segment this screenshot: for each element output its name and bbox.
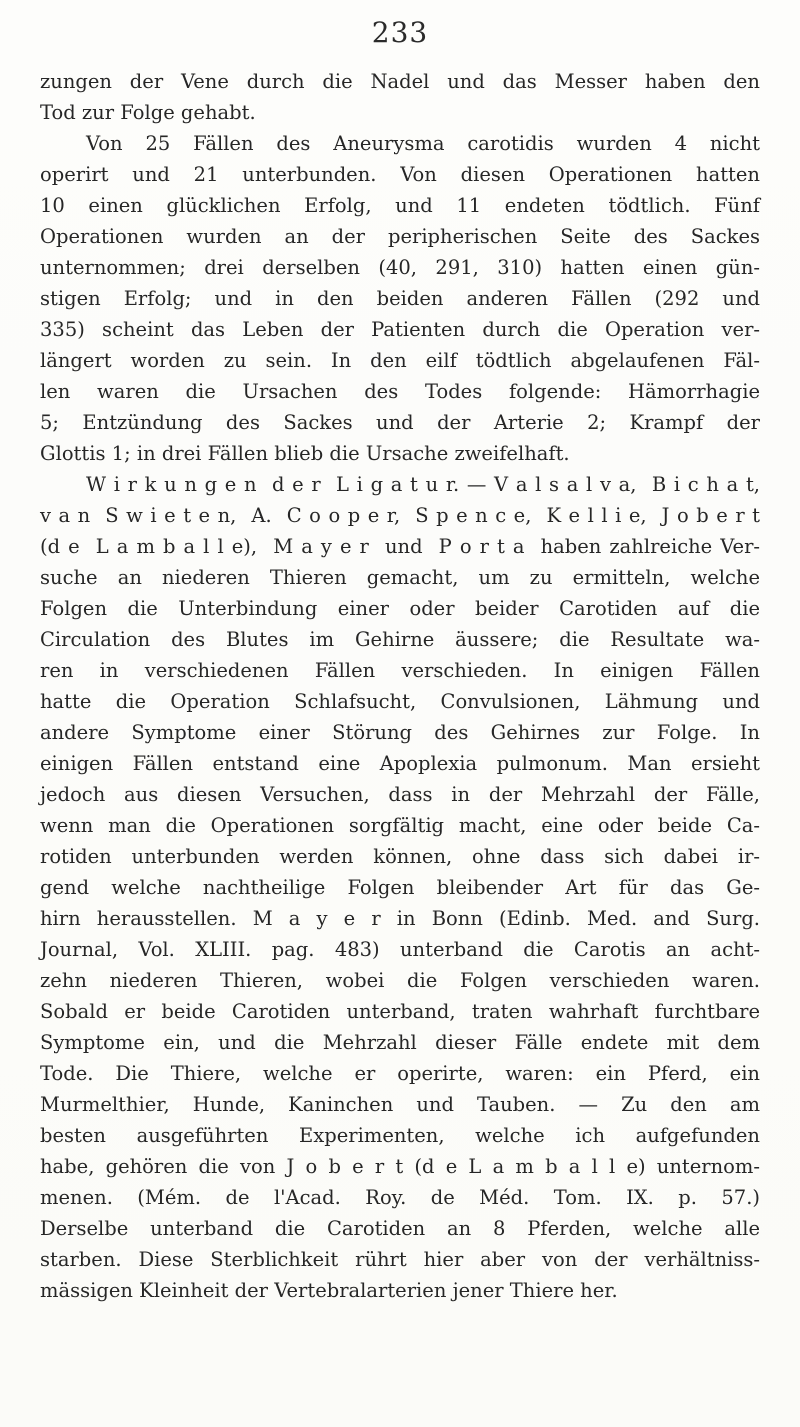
text-line: (d e L a m b a l l e), M a y e r und P o r t a haben zahlreiche Ver- bbox=[40, 535, 760, 558]
text-line: besten ausgeführten Experimenten, welche ich aufgefunden bbox=[40, 1124, 760, 1147]
text-line: Journal, Vol. XLIII. pag. 483) unterband die Carotis an acht- bbox=[40, 938, 760, 961]
text-line: hatte die Operation Schlafsucht, Convulsionen, Lähmung und bbox=[40, 690, 760, 713]
text-line: Tode. Die Thiere, welche er operirte, waren: ein Pferd, ein bbox=[40, 1062, 760, 1085]
text-line: wenn man die Operationen sorgfältig macht, eine oder beide Ca- bbox=[40, 814, 760, 837]
text-line: andere Symptome einer Störung des Gehirnes zur Folge. In bbox=[40, 721, 760, 744]
text-line: Murmelthier, Hunde, Kaninchen und Tauben. — Zu den am bbox=[40, 1093, 760, 1116]
text-line: zungen der Vene durch die Nadel und das Messer haben den bbox=[40, 70, 760, 93]
text-line: Von 25 Fällen des Aneurysma carotidis wurden 4 nicht bbox=[86, 132, 760, 155]
text-line: rotiden unterbunden werden können, ohne dass sich dabei ir- bbox=[40, 845, 760, 868]
page-number: 233 bbox=[371, 16, 429, 49]
text-line: menen. (Mém. de l'Acad. Roy. de Méd. Tom. IX. p. 57.) bbox=[40, 1186, 760, 1209]
text-line: längert worden zu sein. In den eilf tödtlich abgelaufenen Fäl- bbox=[40, 349, 760, 372]
text-line: mässigen Kleinheit der Vertebralarterien jener Thiere her. bbox=[40, 1279, 618, 1302]
text-line: habe, gehören die von J o b e r t (d e L a m b a l l e) unternom- bbox=[40, 1155, 760, 1178]
text-line: W i r k u n g e n d e r L i g a t u r. — V a l s a l v a, B i c h a t, bbox=[86, 473, 760, 496]
text-line: 335) scheint das Leben der Patienten durch die Operation ver- bbox=[40, 318, 760, 341]
text-line: gend welche nachtheilige Folgen bleibender Art für das Ge- bbox=[40, 876, 760, 899]
text-line: jedoch aus diesen Versuchen, dass in der Mehrzahl der Fälle, bbox=[40, 783, 760, 806]
text-block bbox=[40, 66, 760, 1306]
text-line: v a n S w i e t e n, A. C o o p e r, S p e n c e, K e l l i e, J o b e r t bbox=[40, 504, 760, 527]
text-line: 5; Entzündung des Sackes und der Arterie 2; Krampf der bbox=[40, 411, 760, 434]
text-line: unternommen; drei derselben (40, 291, 310) hatten einen gün- bbox=[40, 256, 760, 279]
text-line: operirt und 21 unterbunden. Von diesen Operationen hatten bbox=[40, 163, 760, 186]
text-line: Folgen die Unterbindung einer oder beider Carotiden auf die bbox=[40, 597, 760, 620]
text-line: zehn niederen Thieren, wobei die Folgen verschieden waren. bbox=[40, 969, 760, 992]
text-line: Operationen wurden an der peripherischen Seite des Sackes bbox=[40, 225, 760, 248]
text-line: starben. Diese Sterblichkeit rührt hier aber von der verhältniss- bbox=[40, 1248, 760, 1271]
text-line: Glottis 1; in drei Fällen blieb die Ursache zweifelhaft. bbox=[40, 442, 570, 465]
text-line: len waren die Ursachen des Todes folgende: Hämorrhagie bbox=[40, 380, 760, 403]
text-line: Derselbe unterband die Carotiden an 8 Pferden, welche alle bbox=[40, 1217, 760, 1240]
text-line: Sobald er beide Carotiden unterband, traten wahrhaft furchtbare bbox=[40, 1000, 760, 1023]
text-line: ren in verschiedenen Fällen verschieden. In einigen Fällen bbox=[40, 659, 760, 682]
text-line: Tod zur Folge gehabt. bbox=[40, 101, 256, 124]
text-line: hirn herausstellen. M a y e r in Bonn (Edinb. Med. and Surg. bbox=[40, 907, 760, 930]
text-line: Symptome ein, und die Mehrzahl dieser Fälle endete mit dem bbox=[40, 1031, 760, 1054]
text-line: 10 einen glücklichen Erfolg, und 11 endeten tödtlich. Fünf bbox=[40, 194, 760, 217]
text-line: stigen Erfolg; und in den beiden anderen Fällen (292 und bbox=[40, 287, 760, 310]
text-line: einigen Fällen entstand eine Apoplexia pulmonum. Man ersieht bbox=[40, 752, 760, 775]
text-line: suche an niederen Thieren gemacht, um zu ermitteln, welche bbox=[40, 566, 760, 589]
text-line: Circulation des Blutes im Gehirne äussere; die Resultate wa- bbox=[40, 628, 760, 651]
